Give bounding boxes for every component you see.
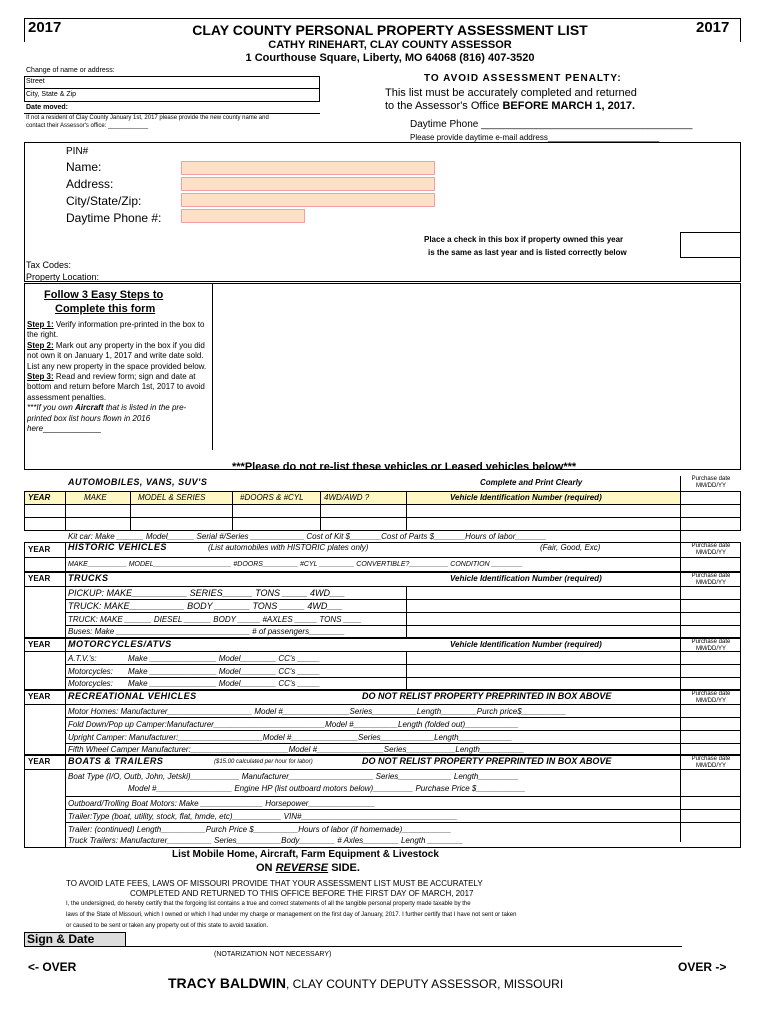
steps-text: Step 1: Verify information pre-printed in the box to the right. Step 2: Mark out any property in the box if you did not own it on January 1, 2017 and write date sold. List any new property in the space provided below. Step 3: Read and review form; sign and date at bottom and return before March 1st, 2017 to avoid assessment penalties. ***If you own Aircraft that is listed in the pre-printed box list hours flown in 2016 here_____________ — [27, 320, 207, 434]
over-left[interactable]: <- OVER — [28, 960, 77, 974]
kit-car-row[interactable]: Kit car: Make ______ Model______ Serial #/Series ____________ Cost of Kit $_______Cost of Parts $_______Hours of labor_______ — [68, 532, 547, 541]
boats-header-line — [24, 769, 741, 770]
assessor-name: CATHY RINEHART, CLAY COUNTY ASSESSOR — [268, 39, 512, 51]
change-street-field[interactable] — [24, 76, 320, 89]
autos-grid-row-2 — [24, 517, 741, 518]
date-moved-label: Date moved: — [26, 104, 69, 111]
historic-divider — [24, 557, 741, 558]
boats-purchase-date: Purchase date MM/DD/YY — [691, 756, 731, 769]
print-clearly: Complete and Print Clearly — [480, 478, 583, 487]
rv-fold-down[interactable]: Fold Down/Pop up Camper:Manufacturer_________________________Model #__________Length (folded out)____________ — [68, 720, 519, 729]
boats-row-line-1 — [65, 796, 741, 797]
late-fees-line1: TO AVOID LATE FEES, LAWS OF MISSOURI PROVIDE THAT YOUR ASSESSMENT LIST MUST BE ACCURATELY — [66, 879, 483, 888]
moto-row-line-2 — [65, 677, 741, 678]
city-label: City, State & Zip — [26, 91, 77, 98]
trucks-header-line — [24, 586, 741, 587]
notarization-note: (NOTARIZATION NOT NECESSARY) — [214, 951, 332, 958]
certify-line3: or caused to be sent or taken any property out of this state to avoid taxation. — [66, 923, 269, 929]
trucks-pickup-row[interactable]: PICKUP: MAKE___________ SERIES______ TONS _____ 4WD___ — [68, 588, 346, 598]
daytime-phone-field[interactable]: Daytime Phone ______________________________________ — [410, 119, 693, 130]
autos-grid-col-2 — [130, 491, 131, 531]
trucks-year-col — [65, 572, 66, 638]
col-doors: #DOORS & #CYL — [240, 493, 304, 502]
assessor-address: 1 Courthouse Square, Liberty, MO 64068 (816) 407-3520 — [245, 52, 535, 64]
steps-title-2: Complete this form — [55, 303, 156, 315]
daytime-phone-label: Daytime Phone #: — [66, 211, 162, 225]
over-right[interactable]: OVER -> — [678, 960, 727, 974]
rv-fifth-wheel[interactable]: Fifth Wheel Camper Manufacturer:______________________Model #_______________Series___________Length__________ — [68, 745, 525, 754]
col-4wd: 4WD/AWD ? — [324, 493, 370, 502]
property-location-label: Property Location: — [26, 272, 100, 282]
col-year: YEAR — [28, 493, 51, 502]
moto-year: YEAR — [28, 640, 51, 649]
steps-title-1: Follow 3 Easy Steps to — [44, 289, 164, 301]
pin-label: PIN# — [66, 146, 89, 157]
autos-grid-col-5 — [406, 491, 407, 531]
autos-title: AUTOMOBILES, VANS, SUV'S — [68, 477, 208, 487]
moto-title: MOTORCYCLES/ATVS — [68, 639, 172, 649]
trucks-buses-row[interactable]: Buses: Make ______________________________ # of passengers________ — [68, 627, 345, 636]
autos-purchase-date: Purchase date MM/DD/YY — [691, 476, 731, 489]
moto-row-line-1 — [65, 664, 741, 665]
rv-no-relist: DO NOT RELIST PROPERTY PREPRINTED IN BOX ABOVE — [362, 691, 612, 701]
certify-line2: laws of the State of Missouri, which I owned or which I had under my charge or management on the first day of January, 2017. I further certify that I have not sent or taken — [66, 912, 517, 918]
rv-year: YEAR — [28, 692, 51, 701]
email-field[interactable]: Please provide daytime e-mail address_________________________ — [410, 133, 660, 142]
moto-row-1[interactable]: Make _______________ Model________ CC's _____ — [128, 667, 320, 676]
trailer-type-row[interactable]: Trailer:Type (boat, utility, stock, flat, hmde, etc)___________ VIN#___________________________________ — [68, 812, 458, 821]
moto-label-1: Motorcycles: — [68, 667, 113, 676]
boat-model-row[interactable]: Model #_________________ Engine HP (list outboard motors below)_________ Purchase Price $___________ — [128, 784, 526, 793]
trucks-row-line-3 — [65, 625, 741, 626]
rv-row-line-3 — [65, 743, 741, 744]
year-right: 2017 — [696, 19, 730, 36]
phone-field[interactable] — [181, 209, 305, 223]
city-state-zip-label: City/State/Zip: — [66, 194, 142, 208]
boats-no-relist: DO NOT RELIST PROPERTY PREPRINTED IN BOX ABOVE — [362, 756, 612, 766]
col-vin: Vehicle Identification Number (required) — [450, 493, 602, 502]
moto-row-2[interactable]: Make _______________ Model________ CC's _____ — [128, 679, 320, 688]
autos-grid-col-1 — [65, 491, 66, 531]
moto-label-2: Motorcycles: — [68, 679, 113, 688]
boat-motors-row[interactable]: Outboard/Trolling Boat Motors: Make ______________ Horsepower_______________ — [68, 799, 376, 808]
trucks-title: TRUCKS — [68, 573, 109, 583]
trucks-year: YEAR — [28, 574, 51, 583]
certify-line1: I, the undersigned, do hereby certify that the forgoing list contains a true and correct statements of all the tangible personal property made taxable by the — [66, 901, 471, 907]
year-left: 2017 — [28, 19, 62, 36]
rv-row-line-1 — [65, 717, 741, 718]
tax-codes-label: Tax Codes: — [26, 260, 72, 270]
atv-label: A.T.V.'s: — [68, 654, 97, 663]
relist-warning: ***Please do not re-list these vehicles or Leased vehicles below*** — [232, 461, 577, 473]
moto-purchase-date: Purchase date MM/DD/YY — [691, 639, 731, 652]
same-as-last-year-line1: Place a check in this box if property owned this year — [424, 235, 624, 244]
deputy-assessor: TRACY BALDWIN, CLAY COUNTY DEPUTY ASSESSOR, MISSOURI — [168, 975, 564, 991]
form-title: CLAY COUNTY PERSONAL PROPERTY ASSESSMENT LIST — [192, 22, 588, 38]
truck-trailers-row[interactable]: Truck Trailers: Manufacturer__________ Series__________Body________ # Axles________ Length ________ — [68, 836, 464, 845]
trucks-row-line-2 — [65, 612, 741, 613]
change-address-label: Change of name or address: — [26, 67, 115, 74]
trucks-vin: Vehicle Identification Number (required) — [450, 574, 602, 583]
moto-vin: Vehicle Identification Number (required) — [450, 640, 602, 649]
historic-year: YEAR — [28, 545, 51, 554]
rv-title: RECREATIONAL VEHICLES — [68, 691, 197, 701]
col-model: MODEL & SERIES — [138, 493, 206, 502]
list-mobile-home: List Mobile Home, Aircraft, Farm Equipment & Livestock — [172, 849, 439, 860]
name-label: Name: — [66, 160, 102, 174]
name-field[interactable] — [181, 161, 435, 175]
penalty-title: TO AVOID ASSESSMENT PENALTY: — [424, 73, 622, 84]
boats-labor-note: ($15.00 calculated per hour for labor) — [214, 759, 313, 765]
same-as-last-year-checkbox[interactable] — [680, 232, 741, 258]
boats-row-line-3 — [65, 822, 741, 823]
same-as-last-year-line2: is the same as last year and is listed correctly below — [428, 248, 627, 257]
trucks-truck-row[interactable]: TRUCK: MAKE___________ BODY _______ TONS _____ 4WD___ — [68, 601, 343, 611]
historic-condition: (Fair, Good, Exc) — [540, 543, 601, 552]
boat-type-row[interactable]: Boat Type (I/O, Outb, John, Jetski)___________ Manufacturer___________________ Series____________ Length_________ — [68, 772, 519, 781]
historic-row[interactable]: MAKE__________ MODEL____________________ #DOORS_________ #CYL _________ CONVERTIBLE?__________ CONDITION ________ — [68, 561, 523, 568]
rv-motor-homes[interactable]: Motor Homes: Manufacturer___________________ Model #_______________Series__________Length________Purch price$__________ — [68, 707, 567, 716]
boats-year: YEAR — [28, 757, 51, 766]
trucks-row-line-1 — [65, 599, 741, 600]
autos-grid-row-1 — [24, 504, 741, 505]
penalty-line1: This list must be accurately completed and returned — [385, 87, 637, 99]
penalty-line2: to the Assessor's Office BEFORE MARCH 1, 2017. — [385, 100, 636, 112]
rv-header-line — [24, 704, 741, 705]
trailer-cont-row[interactable]: Trailer: (continued) Length__________Purch Price $__________Hours of labor (if homemade)___________ — [68, 825, 452, 834]
on-reverse-side: ON REVERSE SIDE. — [256, 862, 360, 874]
moto-vin-col — [406, 651, 407, 690]
rv-upright[interactable]: Upright Camper: Manufacturer:___________________Model #_______________Series____________Length____________ — [68, 733, 512, 742]
address-field[interactable] — [181, 177, 435, 191]
trucks-diesel-row[interactable]: TRUCK: MAKE ______ DIESEL ______ BODY _____ #AXLES _____ TONS ____ — [68, 615, 362, 624]
autos-grid-col-3 — [232, 491, 233, 531]
rv-year-col — [65, 690, 66, 755]
rv-purchase-date: Purchase date MM/DD/YY — [691, 691, 731, 704]
moto-header-line — [24, 651, 741, 652]
non-resident-note: If not a resident of Clay County January 1st, 2017 please provide the new county name and contact their Assessor's office: ____________ — [26, 115, 269, 129]
boats-title: BOATS & TRAILERS — [68, 756, 164, 766]
col-make: MAKE — [84, 493, 107, 502]
autos-grid — [24, 491, 741, 531]
address-field-2[interactable] — [181, 193, 435, 207]
late-fees-line2: COMPLETED AND RETURNED TO THIS OFFICE BEFORE THE FIRST DAY OF MARCH, 2017 — [130, 889, 474, 898]
street-label: Street — [26, 78, 45, 85]
autos-grid-col-4 — [320, 491, 321, 531]
atv-row[interactable]: Make _______________ Model________ CC's _____ — [128, 654, 320, 663]
sign-date-label: Sign & Date — [27, 932, 95, 946]
signature-line[interactable] — [126, 946, 682, 947]
trucks-vin-col — [406, 586, 407, 638]
address-label: Address: — [66, 177, 114, 191]
historic-title: HISTORIC VEHICLES — [68, 542, 167, 552]
trucks-purchase-date: Purchase date MM/DD/YY — [691, 573, 731, 586]
preprinted-property-box[interactable] — [212, 283, 741, 450]
historic-purchase-date: Purchase date MM/DD/YY — [691, 543, 731, 556]
boats-row-line-2 — [65, 809, 741, 810]
rv-row-line-2 — [65, 730, 741, 731]
historic-note: (List automobiles with HISTORIC plates only) — [208, 543, 369, 552]
